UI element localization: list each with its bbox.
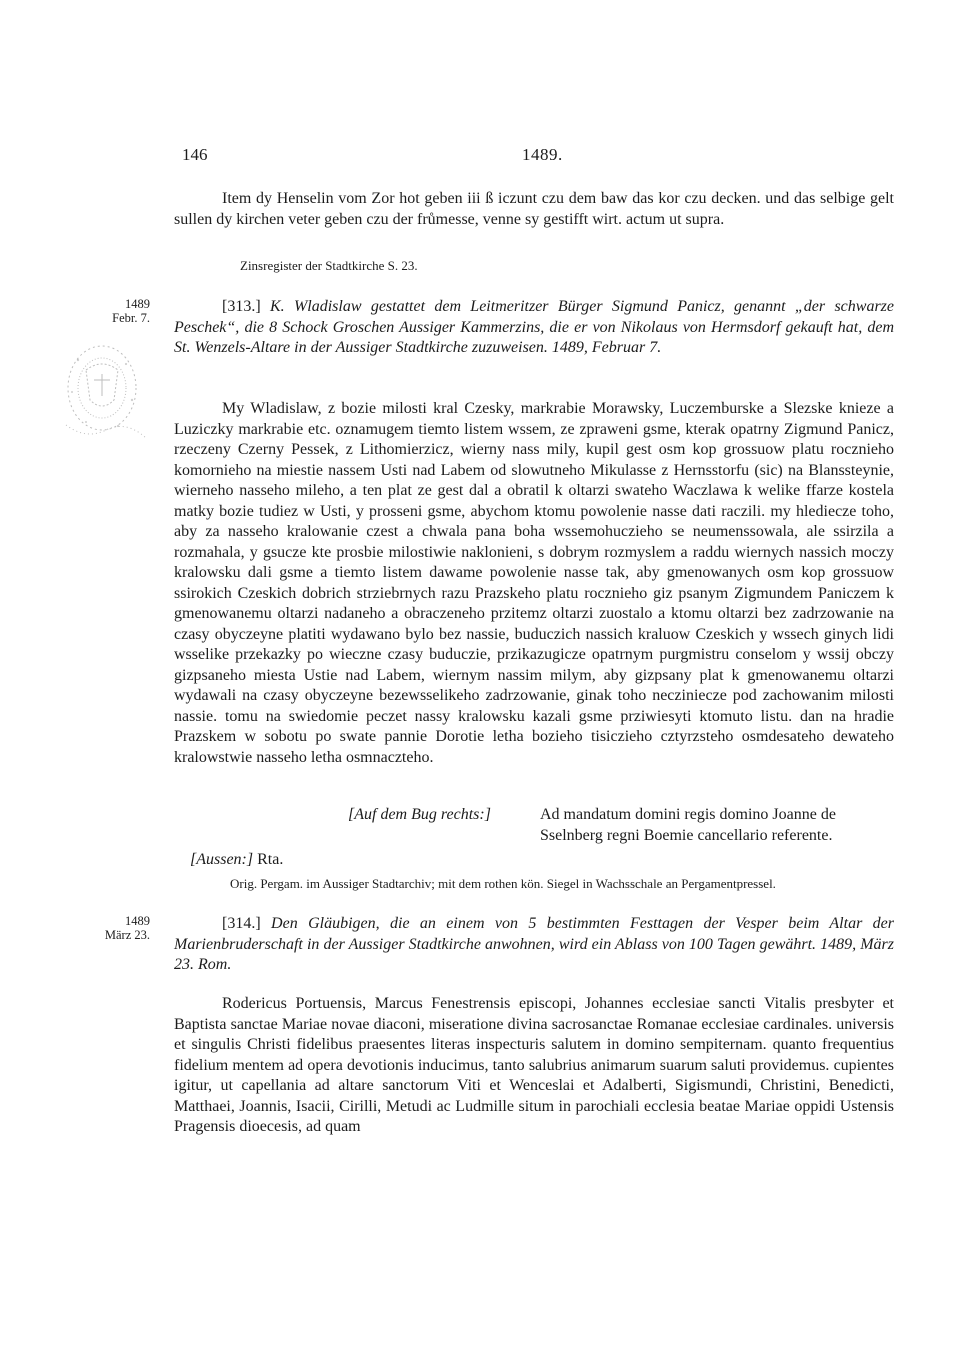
page-number: 146: [182, 145, 208, 164]
doc313-text: My Wladislaw, z bozie milosti kral Czesky, markrabie Morawsky, Luczemburske a Slezske knieze a Luziczky markrabie etc. oznamugem tiemto listem wssem, ze zpraweni gsme, kterak opatrny Zigmund Panicz, rzeczeny Czerny Pessek, z Lithomierzicz, wierny nass mily, kupil gest osm kop grossuow platu rocznieho komornieho na miestie nassem Usti nad Labem od slowutneho Mikulasse z Hernsstorfu (sic) na Blanssteynie, wierneho nasseho mileho, a ten plat ze gest dal a obratil k oltarzi swateho Waczlawa k welike ffarze kostela matky bozie tudiez w Usti, y prosseni gsme, abychom ktomu powolenie nasse dati raczili. my hlediecze toho, aby za nasseho kralowanie czest a chwala pana boha wssemohuczieho se neumenssowala, ale ssirzila a rozmahala, y gsucze kte prosbie milostiwie naklonieni, s dobrym rozmyslem a raddu wiernych nassich moczy kralowsku dali gsme a tiemto listem dawame powolenie nasse tak, aby gmenowanych osm kop grossuow ssirokich Czeskich dobrich strziebrnych razu Prazskeho platu rocznieho giz psanym Zigmundem Paniczem k gmenowanemu oltarzi nadaneho a obraczeneho przitemz oltarzi zuostalo a ktomu oltarzi bez zadrzowanie na czasy obyczeyne platiti wydawano bylo bez nassie, buduczich nassich kraluow Czeskich y wssech ginych lidi wsselike przekazky po wieczne czasy buduczie, przikazugicze opatrnym purgmistru conselom y wssij obczy gizpsaneho miesta Ustie nad Labem, wiernym nassim milym, aby gizpsany plat k gmenowanemu oltarzi wydawali na czasy obyczeyne bezewsselikeho zadrzowanie, ginak toho neczinieczе pod zachowanim milosti nassie. tomu na swiedomie peczet nassy kralowsku kazali gsme prziwiesyti ktomuto listu. dan na hradie Prazskem w sobotu po swate pannie Dorotie letha bozieho tisiczieho cztyrzsteho osmdesateho dewateho kralowstwie nasseho letha osmnaczteho.: [174, 400, 894, 766]
doc313-aussen-text: Rta.: [257, 851, 284, 868]
doc313-number: [313.]: [222, 298, 261, 315]
prev-entry-source: Zinsregister der Stadtkirche S. 23.: [240, 258, 418, 273]
seal-stamp-icon: [56, 330, 148, 455]
margin-date-313: 1489 Febr. 7.: [112, 297, 150, 325]
doc313-aussen: [190, 850, 283, 871]
doc313-bug-text-1: Ad mandatum domini regis domino Joanne de: [540, 806, 836, 823]
doc313-aussen-label: [Aussen:]: [190, 851, 254, 868]
doc314-regest-text: Den Gläubigen, die an einem von 5 bestimmten Festtagen der Vesper beim Altar der Marienbruderschaft in der Aussiger Stadtkirche anwohnen, wird ein Ablass von 100 Tagen gewährt. 1489, März 23. Rom.: [174, 915, 895, 973]
doc313-bug-label: [Auf dem Bug rechts:]: [348, 806, 491, 823]
doc314-number: [314.]: [222, 915, 261, 932]
doc313-source: Orig. Pergam. im Aussiger Stadtarchiv; mit dem rothen kön. Siegel in Wachsschale an Pergamentpressel.: [230, 876, 776, 891]
doc313-bug-text-2: Sselnberg regni Boemie cancellario referente.: [540, 827, 833, 844]
running-head-year: 1489.: [522, 145, 563, 164]
prev-entry-text: Item dy Henselin vom Zor hot geben iii ß iczunt czu dem baw das kor czu decken. und das selbige gelt sullen dy kirchen veter geben czu der frůmesse, venne sy gestifft wirt. actum ut supra.: [174, 190, 894, 228]
doc314-regest: [174, 914, 894, 976]
margin-date-314: 1489 März 23.: [104, 914, 150, 942]
doc313-regest-text: K. Wladislaw gestattet dem Leitmeritzer Bürger Sigmund Panicz, genannt „der schwarze Peschek“, die 8 Schock Groschen Aussiger Kammerzins, die er von Nikolaus von Hermsdorf gekauft hat, dem St. Wenzels-Altare in der Aussiger Stadtkirche zuzuweisen. 1489, Februar 7.: [174, 298, 894, 356]
doc313-regest: [174, 297, 894, 359]
seal-stamp: [56, 330, 148, 455]
doc314-text: Rodericus Portuensis, Marcus Fenestrensis episcopi, Johannes ecclesiae sancti Vitalis presbyter et Baptista sanctae Mariae novae diaconi, miseratione divina sacrosanctae Romanae ecclesiae cardinales. universis et singulis Christi fidelibus praesentes literas inspecturis salutem in domino sempiternam. quanto frequentius fidelium mentem ad opera devotionis inducimus, tanto salubrius animarum suarum saluti providemus. cupientes igitur, ut capellania ad altare sanctorum Viti et Wenceslai et Adalberti, Sigismundi, Christini, Benedicti, Matthaei, Joannis, Isacii, Cirilli, Metudi ac Ludmille situm in parochiali ecclesia beatae Mariae oppidi Ustensis Pragensis dioecesis, ad quam: [174, 995, 894, 1135]
page-header: [182, 145, 894, 171]
